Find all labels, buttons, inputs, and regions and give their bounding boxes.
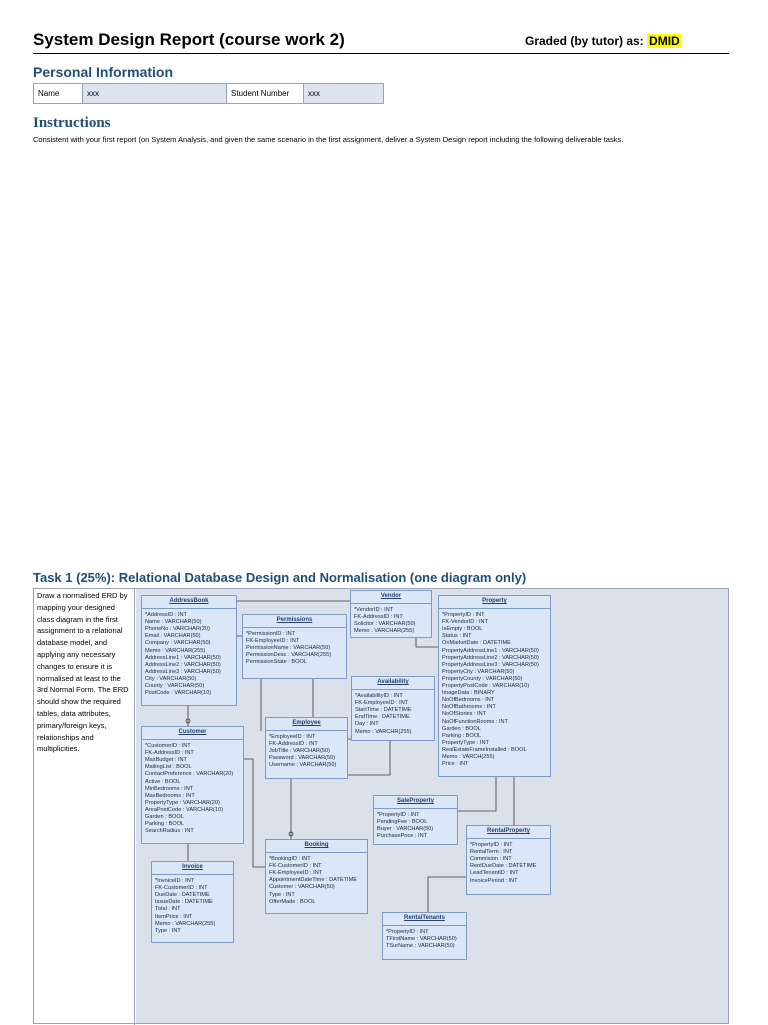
graded-value: DMID [649, 34, 680, 48]
attr: Parking : BOOL [442, 732, 482, 739]
entity-attributes [351, 604, 431, 638]
attr: *PropertyID : INT [470, 842, 513, 849]
entity-title: Availability [352, 677, 434, 690]
task1-heading: Task 1 (25%): Relational Database Design and Normalisation (one diagram only) [33, 570, 527, 585]
entity-attributes [352, 690, 434, 739]
attr: Solicitor : VARCHAR(50) [354, 621, 416, 628]
attr: FK-EmployeeID : INT [269, 870, 323, 877]
entity-employee [265, 717, 348, 779]
attr: OnMarketDate : DATETIME [442, 640, 511, 647]
attr: NoOfFunctionRooms : INT [442, 718, 508, 725]
attr: SearchRadius : INT [145, 828, 194, 835]
entity-invoice [151, 861, 234, 943]
attr: PhoneNo : VARCHAR(20) [145, 626, 210, 633]
instructions-text: Consistent with your first report (on System Analysis, and given the same scenario in the first assignment, deliver a System Design report including the following deliverable tasks. [33, 135, 624, 144]
attr: Memo : VARCH(255) [442, 753, 495, 760]
attr: PostCode : VARCHAR(10) [145, 690, 212, 697]
entity-title: RentalTenants [383, 913, 466, 926]
attr: *CustomerID : INT [145, 743, 191, 750]
attr: PermissionState : BOOL [246, 659, 307, 666]
title-divider [33, 53, 729, 54]
personal-info-heading: Personal Information [33, 64, 174, 80]
attr: AppointmentDateTime : DATETIME [269, 877, 357, 884]
entity-title: Property [439, 596, 550, 609]
entity-booking [265, 839, 368, 914]
entity-rentalproperty [466, 825, 551, 895]
attr: OfferMade : BOOL [269, 898, 316, 905]
entity-attributes [266, 731, 347, 772]
personal-info-table [33, 83, 384, 104]
entity-title: Booking [266, 840, 367, 853]
attr: Type : INT [155, 927, 181, 934]
attr: PropertyCity : VARCHAR(50) [442, 668, 515, 675]
attr: RentalTerm : INT [470, 849, 513, 856]
attr: Active : BOOL [145, 778, 181, 785]
attr: ItemPrice : INT [155, 913, 193, 920]
attr: NoOfBedrooms : INT [442, 697, 495, 704]
attr: Memo : VARCHAR(255) [155, 920, 216, 927]
attr: FK-AddressID : INT [269, 741, 318, 748]
attr: StartTime : DATETIME [355, 707, 412, 714]
attr: City : VARCHAR(50) [145, 675, 197, 682]
attr: MaxBudget : INT [145, 757, 187, 764]
name-label: Name [34, 84, 83, 104]
document-title: System Design Report (course work 2) [33, 30, 345, 49]
attr: FK-EmployeeID : INT [246, 638, 300, 645]
entity-attributes [243, 628, 346, 669]
entity-attributes [467, 839, 550, 888]
graded-label [525, 34, 682, 48]
graded-label-text: Graded (by tutor) as: [525, 34, 644, 48]
attr: Username : VARCHAR(50) [269, 762, 337, 769]
attr: AddressLine2 : VARCHAR(50) [145, 661, 221, 668]
entity-permissions [242, 614, 347, 679]
link-rentalproperty-rentaltenants [428, 877, 466, 913]
attr: *VendorID : INT [354, 607, 394, 614]
attr: IssueDate : DATETIME [155, 899, 213, 906]
attr: PermissionName : VARCHAR(50) [246, 645, 331, 652]
name-value[interactable]: xxx [83, 84, 227, 104]
attr: MinBedrooms : INT [145, 785, 194, 792]
attr: AreaPostCode : VARCHAR(10) [145, 806, 223, 813]
entity-rentaltenants [382, 912, 467, 960]
attr: Garden : BOOL [145, 814, 184, 821]
attr: Commision : INT [470, 856, 512, 863]
attr: Price : INT [442, 761, 469, 768]
entity-title: Vendor [351, 591, 431, 604]
attr: PropertyPostCode : VARCHAR(10) [442, 683, 530, 690]
attr: *PropertyID : INT [442, 612, 485, 619]
attr: FK-AddressID : INT [145, 750, 194, 757]
attr: Name : VARCHAR(50) [145, 619, 202, 626]
attr: PurchasePrice : INT [377, 833, 428, 840]
attr: FK-CustomerID : INT [269, 863, 322, 870]
attr: *AddressID : INT [145, 612, 187, 619]
erd-diagram [136, 589, 728, 1023]
task1-description: Draw a normalised ERD by mapping your designed class diagram in the first assignment to a relational database model, and applying any necessary changes to ensure it is normalised at least to the 3rd Normal Form. The ERD should show the required tables, data attributes, primary/foreign keys, relationships and multiplicities. [34, 589, 135, 1025]
attr: MaxBedrooms : INT [145, 792, 195, 799]
attr: County : VARCHAR(50) [145, 683, 205, 690]
attr: Buyer : VARCHAR(50) [377, 826, 434, 833]
attr: *InvoiceID : INT [155, 878, 195, 885]
entity-availability [351, 676, 435, 741]
attr: *PropertyID : INT [377, 812, 420, 819]
attr: Parking : BOOL [145, 821, 185, 828]
attr: IsEmpty : BOOL [442, 626, 483, 633]
task1-table [33, 588, 729, 1024]
entity-title: Employee [266, 718, 347, 731]
attr: *PropertyID : INT [386, 929, 429, 936]
link-customer-booking [244, 759, 266, 867]
attr: Status : INT [442, 633, 472, 640]
entity-attributes [152, 875, 233, 938]
entity-customer [141, 726, 244, 844]
attr: Memo : VARCHAR(255) [354, 628, 415, 635]
attr: *PermissionID : INT [246, 631, 296, 638]
attr: LeadTenantID : INT [470, 870, 519, 877]
student-number-value[interactable]: xxx [304, 84, 384, 104]
attr: PropertyAddressLine1 : VARCHAR(50) [442, 647, 539, 654]
entity-attributes [439, 609, 550, 771]
entity-vendor [350, 590, 432, 638]
instructions-heading: Instructions [33, 115, 111, 131]
attr: PropertyType : INT [442, 739, 489, 746]
entity-attributes [142, 740, 243, 838]
attr: Memo : VARCHAR(255) [145, 647, 206, 654]
attr: *AvailabilityID : INT [355, 693, 403, 700]
link-employee-availability-2 [348, 739, 390, 775]
entity-title: AddressBook [142, 596, 236, 609]
attr: Total : INT [155, 906, 181, 913]
attr: ImageData : BINARY [442, 690, 495, 697]
attr: RealEstateFrameInstalled : BOOL [442, 746, 527, 753]
entity-attributes [383, 926, 466, 953]
attr: FK-CustomerID : INT [155, 885, 208, 892]
entity-addressbook [141, 595, 237, 706]
attr: FK-AddressID : INT [354, 614, 403, 621]
attr: Customer : VARCHAR(50) [269, 884, 335, 891]
entity-title: Permissions [243, 615, 346, 628]
attr: Company : VARCHAR(50) [145, 640, 211, 647]
entity-attributes [266, 853, 367, 909]
attr: InvoicePeriod : INT [470, 877, 518, 884]
attr: NoOfBathrooms : INT [442, 704, 496, 711]
entity-property [438, 595, 551, 777]
attr: PropertyCounty : VARCHAR(50) [442, 675, 523, 682]
attr: Type : INT [269, 891, 295, 898]
attr: Email : VARCHAR(50) [145, 633, 201, 640]
attr: Password : VARCHAR(50) [269, 755, 336, 762]
attr: MailingList : BOOL [145, 764, 192, 771]
entity-title: Invoice [152, 862, 233, 875]
entity-saleproperty [373, 795, 458, 845]
attr: PermissionDesc : VARCHAR(255) [246, 652, 332, 659]
student-number-label: Student Number [227, 84, 304, 104]
entity-attributes [374, 809, 457, 843]
attr: RentDueDate : DATETIME [470, 863, 537, 870]
entity-title: SaleProperty [374, 796, 457, 809]
attr: FK-VendorID : INT [442, 619, 489, 626]
attr: DueDate : DATETIME [155, 892, 210, 899]
attr: TFirstName : VARCHAR(50) [386, 936, 457, 943]
attr: AddressLine1 : VARCHAR(50) [145, 654, 221, 661]
attr: ContactPreference : VARCHAR(20) [145, 771, 234, 778]
attr: PendingFee : BOOL [377, 819, 428, 826]
entity-attributes [142, 609, 236, 700]
entity-title: RentalProperty [467, 826, 550, 839]
attr: EndTime : DATETIME [355, 714, 410, 721]
attr: Memo : VARCHR(255) [355, 728, 412, 735]
attr: Garden : BOOL [442, 725, 481, 732]
attr: *BookingID : INT [269, 856, 311, 863]
attr: PropertyAddressLine3 : VARCHAR(50) [442, 661, 539, 668]
attr: Day : INT [355, 721, 379, 728]
attr: TSurName : VARCHAR(50) [386, 943, 455, 950]
attr: PropertyAddressLine2 : VARCHAR(50) [442, 654, 539, 661]
entity-title: Customer [142, 727, 243, 740]
attr: NoOfStories : INT [442, 711, 487, 718]
attr: PropertyType : VARCHAR(20) [145, 799, 220, 806]
attr: *EmployeeID : INT [269, 734, 316, 741]
attr: FK-EmployeeID : INT [355, 700, 409, 707]
attr: JobTitle : VARCHAR(50) [269, 748, 330, 755]
attr: AddressLine3 : VARCHAR(50) [145, 668, 221, 675]
